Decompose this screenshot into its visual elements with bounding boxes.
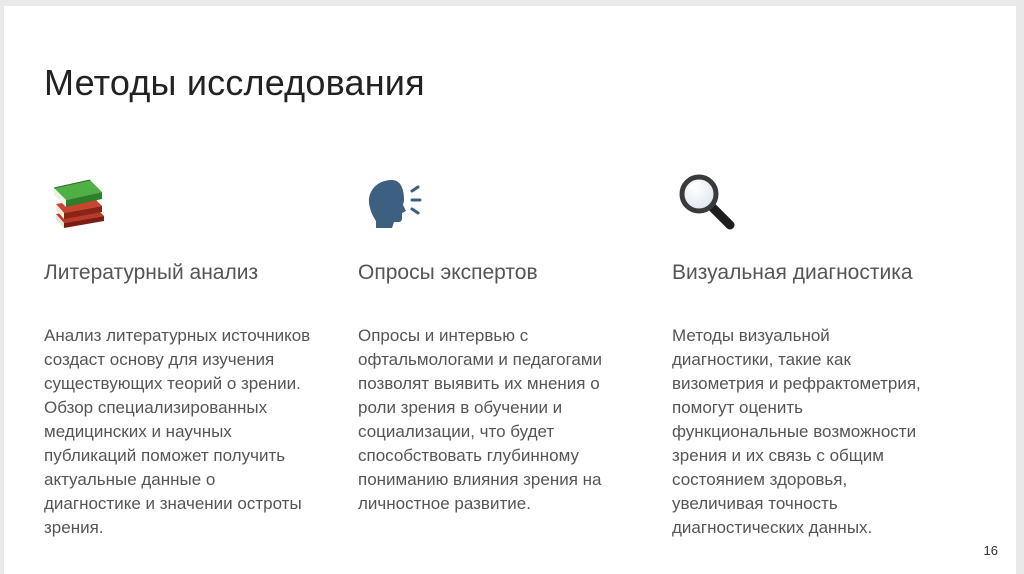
page-title: Методы исследования	[44, 62, 425, 103]
speaking-head-icon	[358, 166, 428, 236]
method-description: Анализ литературных источников создаст основу для изучения существующих теорий о зрении. Обзор специализированных медицинских и научных публикаций поможет получить актуальные данные о диагностике и значении остроты зрения.	[44, 326, 311, 537]
books-icon	[44, 166, 114, 236]
method-description: Методы визуальной диагностики, такие как визометрия и рефрактометрия, помогут оценить функциональные возможности зрения и их связь с общим состоянием здоровья, увеличивая точность диагностических данных.	[672, 326, 921, 537]
method-column-visual-diagnostics	[672, 166, 972, 537]
method-heading: Литературный анализ	[44, 261, 259, 284]
page-number: 16	[983, 543, 998, 558]
method-column-expert-surveys	[358, 166, 658, 513]
method-heading: Опросы экспертов	[358, 261, 538, 284]
method-heading: Визуальная диагностика	[672, 261, 913, 284]
magnifying-glass-icon	[672, 166, 742, 236]
method-column-literature	[44, 166, 344, 537]
method-description: Опросы и интервью с офтальмологами и педагогами позволят выявить их мнения о роли зрения в обучении и социализации, что будет способствовать глубинному пониманию влияния зрения на личностное развитие.	[358, 326, 603, 513]
slide	[4, 6, 1016, 574]
